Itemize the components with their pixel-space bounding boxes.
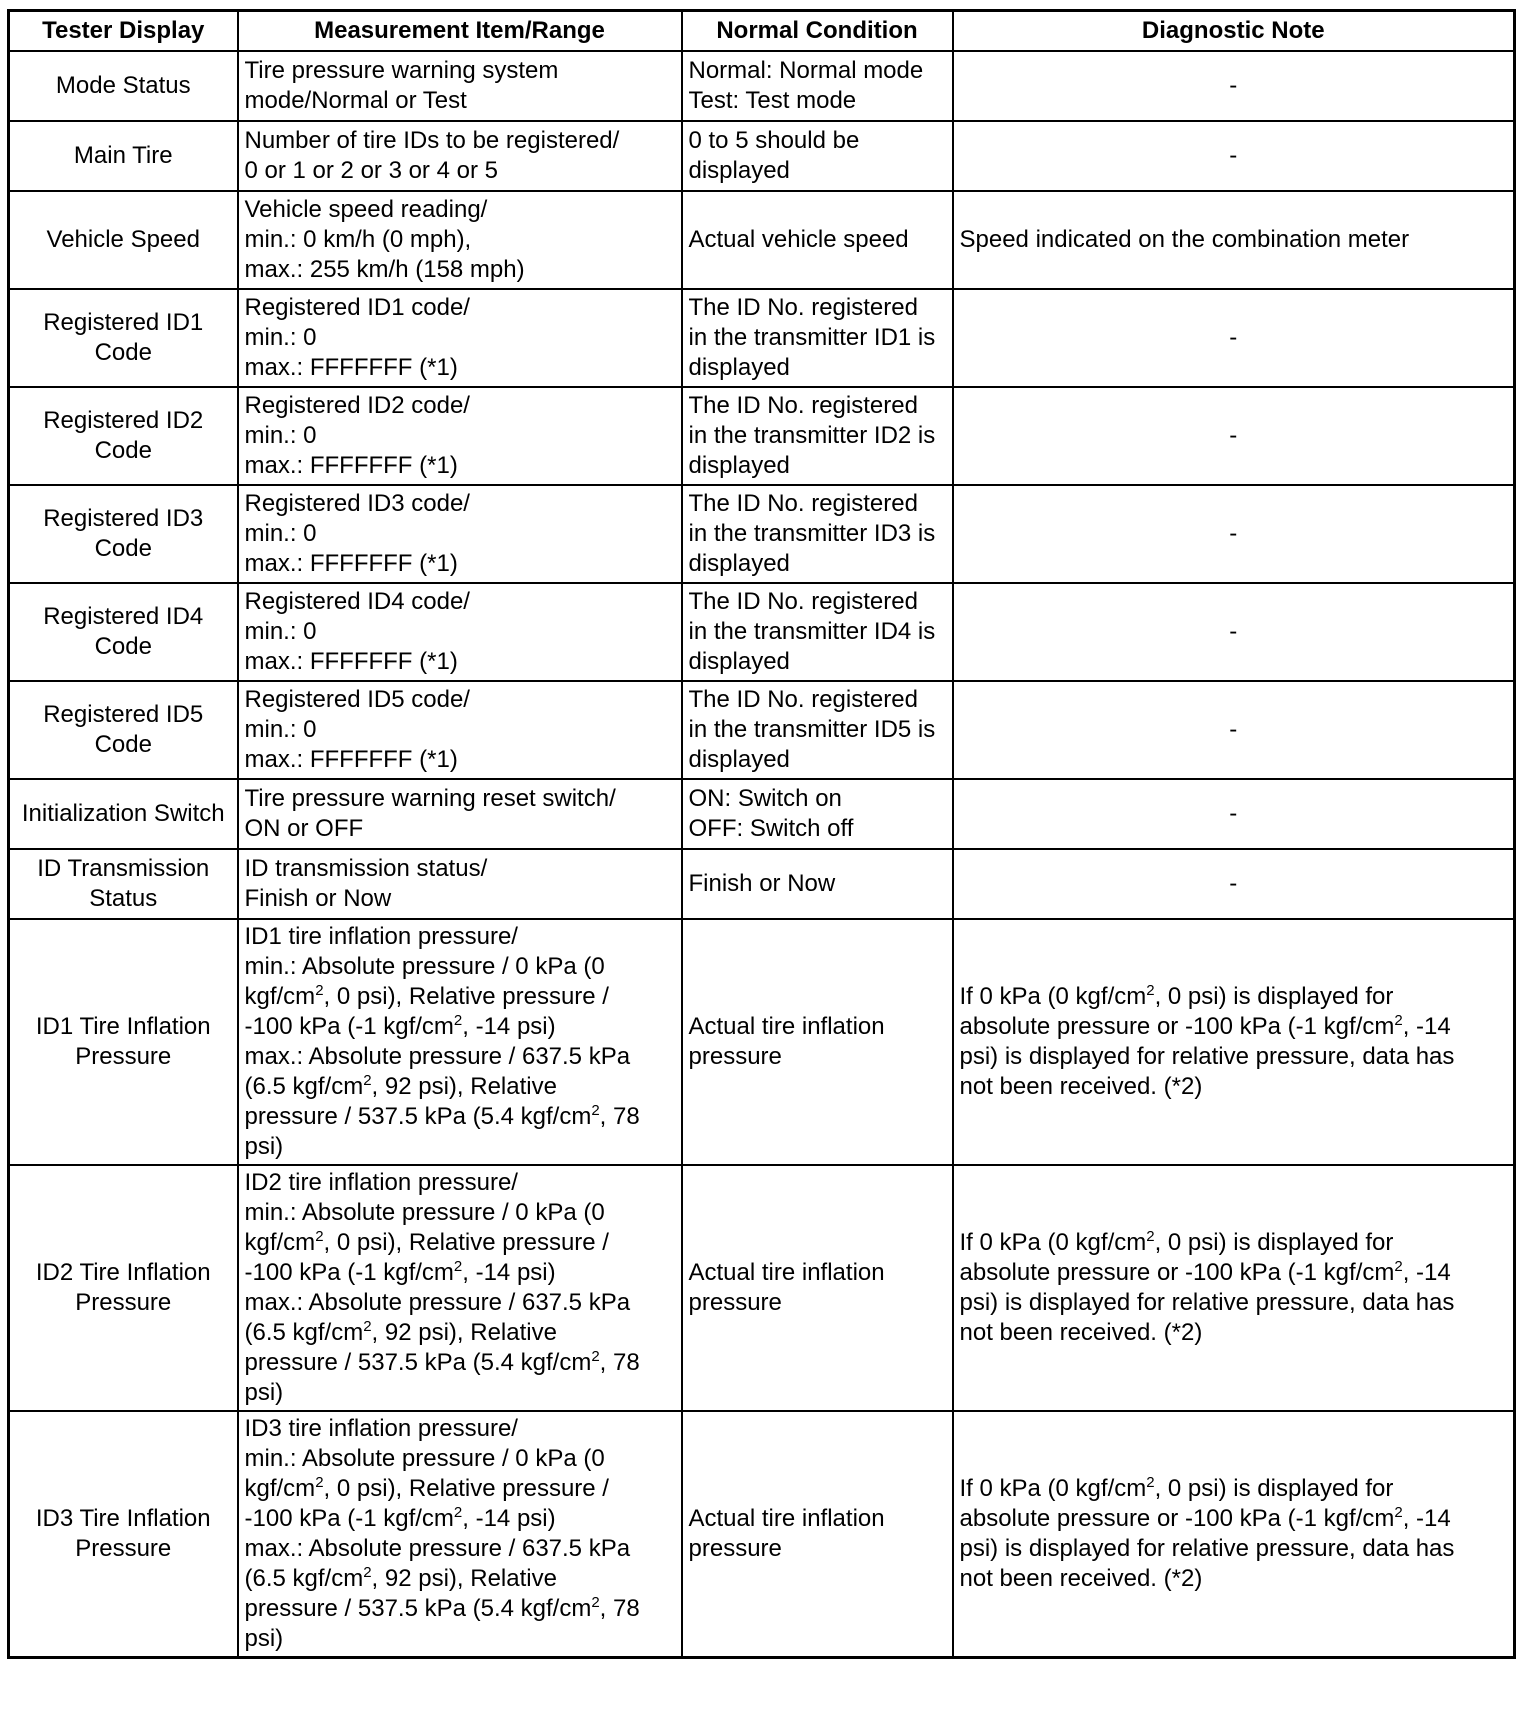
cell-normal-condition bbox=[682, 1411, 953, 1658]
cell-normal-condition bbox=[682, 583, 953, 681]
cell-line: ID1 Tire Inflation bbox=[35, 1013, 211, 1040]
cell-line: Finish or Now bbox=[688, 870, 836, 897]
cell-line: in the transmitter ID5 is bbox=[688, 716, 936, 743]
cell-line: - bbox=[1229, 142, 1238, 169]
cell-line: max.: FFFFFFF (*1) bbox=[244, 354, 458, 381]
cell-line: Registered ID4 bbox=[43, 603, 204, 630]
cell-line: ID transmission status/ bbox=[244, 855, 488, 882]
cell-line: max.: FFFFFFF (*1) bbox=[244, 746, 458, 773]
cell-line: Registered ID5 bbox=[43, 701, 204, 728]
cell-line: min.: 0 bbox=[244, 422, 317, 449]
cell-line: The ID No. registered bbox=[688, 588, 918, 615]
cell-tester-display bbox=[9, 779, 238, 849]
cell-line: - bbox=[1229, 72, 1238, 99]
cell-line: ID2 tire inflation pressure/ bbox=[244, 1169, 518, 1196]
cell-diagnostic-note bbox=[953, 849, 1515, 919]
cell-normal-condition bbox=[682, 681, 953, 779]
cell-line: not been received. (*2) bbox=[959, 1565, 1203, 1592]
cell-line: The ID No. registered bbox=[688, 686, 918, 713]
cell-normal-condition bbox=[682, 387, 953, 485]
table-row bbox=[9, 51, 1515, 121]
cell-line: displayed bbox=[688, 354, 790, 381]
cell-line: ID3 tire inflation pressure/ bbox=[244, 1415, 518, 1442]
cell-line: Code bbox=[94, 437, 152, 464]
cell-measurement-item bbox=[238, 849, 682, 919]
cell-line: Status bbox=[89, 885, 158, 912]
cell-line: (6.5 kgf/$cm^2$, 92 psi), Relative bbox=[244, 1318, 557, 1346]
header-row bbox=[9, 11, 1515, 52]
cell-line: min.: 0 bbox=[244, 324, 317, 351]
cell-line: - bbox=[1229, 520, 1238, 547]
cell-tester-display bbox=[9, 1411, 238, 1658]
cell-measurement-item bbox=[238, 1411, 682, 1658]
table-row bbox=[9, 1165, 1515, 1411]
cell-diagnostic-note bbox=[953, 289, 1515, 387]
table-row bbox=[9, 849, 1515, 919]
cell-tester-display bbox=[9, 583, 238, 681]
cell-line: absolute pressure or -100 kPa (-1 kgf/$cm^2$, -14 bbox=[959, 1258, 1451, 1286]
cell-diagnostic-note bbox=[953, 1165, 1515, 1411]
cell-measurement-item bbox=[238, 191, 682, 289]
cell-line: displayed bbox=[688, 157, 790, 184]
cell-line: -100 kPa (-1 kgf/$cm^2$, -14 psi) bbox=[244, 1258, 556, 1286]
cell-line: Code bbox=[94, 339, 152, 366]
cell-line: min.: 0 bbox=[244, 618, 317, 645]
header-measurement-item: Measurement Item/Range bbox=[238, 11, 682, 52]
cell-line: Tire pressure warning system bbox=[244, 57, 559, 84]
cell-diagnostic-note bbox=[953, 387, 1515, 485]
cell-line: Registered ID2 bbox=[43, 407, 204, 434]
cell-line: pressure / 537.5 kPa (5.4 kgf/$cm^2$, 78 bbox=[244, 1594, 640, 1622]
cell-line: min.: 0 bbox=[244, 716, 317, 743]
cell-line: Normal: Normal mode bbox=[688, 57, 924, 84]
cell-line: psi) is displayed for relative pressure, data has bbox=[959, 1535, 1455, 1562]
cell-diagnostic-note bbox=[953, 779, 1515, 849]
cell-diagnostic-note bbox=[953, 919, 1515, 1165]
cell-measurement-item bbox=[238, 289, 682, 387]
cell-line: Initialization Switch bbox=[21, 800, 225, 827]
cell-line: The ID No. registered bbox=[688, 392, 918, 419]
cell-line: Pressure bbox=[75, 1535, 172, 1562]
cell-line: The ID No. registered bbox=[688, 490, 918, 517]
cell-line: displayed bbox=[688, 452, 790, 479]
cell-line: kgf/$cm^2$, 0 psi), Relative pressure / bbox=[244, 982, 609, 1010]
cell-line: (6.5 kgf/$cm^2$, 92 psi), Relative bbox=[244, 1072, 557, 1100]
cell-line: If 0 kPa (0 kgf/$cm^2$, 0 psi) is displayed for bbox=[959, 1228, 1394, 1256]
cell-line: ID2 Tire Inflation bbox=[35, 1259, 211, 1286]
cell-line: Code bbox=[94, 633, 152, 660]
cell-line: displayed bbox=[688, 746, 790, 773]
cell-line: absolute pressure or -100 kPa (-1 kgf/$cm^2$, -14 bbox=[959, 1012, 1451, 1040]
cell-line: Actual tire inflation bbox=[688, 1013, 885, 1040]
cell-line: ID Transmission bbox=[37, 855, 210, 882]
cell-line: psi) is displayed for relative pressure, data has bbox=[959, 1043, 1455, 1070]
cell-line: pressure / 537.5 kPa (5.4 kgf/$cm^2$, 78 bbox=[244, 1348, 640, 1376]
cell-diagnostic-note bbox=[953, 1411, 1515, 1658]
cell-line: absolute pressure or -100 kPa (-1 kgf/$cm^2$, -14 bbox=[959, 1504, 1451, 1532]
cell-line: Registered ID1 bbox=[43, 309, 204, 336]
cell-line: If 0 kPa (0 kgf/$cm^2$, 0 psi) is displayed for bbox=[959, 1474, 1394, 1502]
cell-line: psi) bbox=[244, 1379, 284, 1406]
cell-line: Tire pressure warning reset switch/ bbox=[244, 785, 616, 812]
cell-line: -100 kPa (-1 kgf/$cm^2$, -14 psi) bbox=[244, 1504, 556, 1532]
cell-normal-condition bbox=[682, 51, 953, 121]
cell-line: - bbox=[1229, 870, 1238, 897]
cell-normal-condition bbox=[682, 919, 953, 1165]
cell-tester-display bbox=[9, 1165, 238, 1411]
cell-line: - bbox=[1229, 422, 1238, 449]
cell-line: min.: Absolute pressure / 0 kPa (0 bbox=[244, 1445, 605, 1472]
cell-line: ON: Switch on bbox=[688, 785, 842, 812]
cell-line: max.: Absolute pressure / 637.5 kPa bbox=[244, 1043, 631, 1070]
cell-tester-display bbox=[9, 681, 238, 779]
cell-line: -100 kPa (-1 kgf/$cm^2$, -14 psi) bbox=[244, 1012, 556, 1040]
table-row bbox=[9, 583, 1515, 681]
cell-line: Main Tire bbox=[73, 142, 173, 169]
table-row bbox=[9, 681, 1515, 779]
cell-line: (6.5 kgf/$cm^2$, 92 psi), Relative bbox=[244, 1564, 557, 1592]
table-row bbox=[9, 121, 1515, 191]
cell-diagnostic-note bbox=[953, 583, 1515, 681]
cell-line: Actual vehicle speed bbox=[688, 226, 909, 253]
cell-normal-condition bbox=[682, 1165, 953, 1411]
cell-line: Test: Test mode bbox=[688, 87, 857, 114]
cell-line: max.: Absolute pressure / 637.5 kPa bbox=[244, 1289, 631, 1316]
cell-line: Registered ID5 code/ bbox=[244, 686, 470, 713]
cell-line: ON or OFF bbox=[244, 815, 364, 842]
cell-measurement-item bbox=[238, 387, 682, 485]
cell-measurement-item bbox=[238, 681, 682, 779]
cell-line: Registered ID3 bbox=[43, 505, 204, 532]
cell-diagnostic-note bbox=[953, 681, 1515, 779]
cell-measurement-item bbox=[238, 485, 682, 583]
cell-line: psi) is displayed for relative pressure, data has bbox=[959, 1289, 1455, 1316]
cell-line: psi) bbox=[244, 1625, 284, 1652]
cell-line: ID1 tire inflation pressure/ bbox=[244, 923, 518, 950]
cell-line: Finish or Now bbox=[244, 885, 392, 912]
cell-line: max.: FFFFFFF (*1) bbox=[244, 550, 458, 577]
cell-line: in the transmitter ID1 is bbox=[688, 324, 936, 351]
cell-measurement-item bbox=[238, 1165, 682, 1411]
cell-line: Registered ID4 code/ bbox=[244, 588, 470, 615]
cell-line: psi) bbox=[244, 1133, 284, 1160]
header-diagnostic-note: Diagnostic Note bbox=[953, 11, 1515, 52]
cell-line: pressure / 537.5 kPa (5.4 kgf/$cm^2$, 78 bbox=[244, 1102, 640, 1130]
cell-line: Number of tire IDs to be registered/ bbox=[244, 127, 620, 154]
cell-line: OFF: Switch off bbox=[688, 815, 854, 842]
cell-line: Pressure bbox=[75, 1043, 172, 1070]
cell-line: Actual tire inflation bbox=[688, 1505, 885, 1532]
cell-normal-condition bbox=[682, 849, 953, 919]
cell-line: max.: FFFFFFF (*1) bbox=[244, 452, 458, 479]
cell-line: Mode Status bbox=[55, 72, 191, 99]
cell-measurement-item bbox=[238, 919, 682, 1165]
cell-line: max.: 255 km/h (158 mph) bbox=[244, 256, 525, 283]
table-row bbox=[9, 1411, 1515, 1658]
header-tester-display: Tester Display bbox=[9, 11, 238, 52]
cell-line: Code bbox=[94, 535, 152, 562]
cell-line: The ID No. registered bbox=[688, 294, 918, 321]
cell-tester-display bbox=[9, 387, 238, 485]
cell-line: min.: Absolute pressure / 0 kPa (0 bbox=[244, 953, 605, 980]
cell-line: - bbox=[1229, 324, 1238, 351]
cell-line: kgf/$cm^2$, 0 psi), Relative pressure / bbox=[244, 1228, 609, 1256]
cell-line: - bbox=[1229, 716, 1238, 743]
cell-tester-display bbox=[9, 191, 238, 289]
cell-line: pressure bbox=[688, 1043, 782, 1070]
cell-tester-display bbox=[9, 51, 238, 121]
cell-line: - bbox=[1229, 800, 1238, 827]
cell-line: mode/Normal or Test bbox=[244, 87, 467, 114]
table-row bbox=[9, 289, 1515, 387]
cell-line: in the transmitter ID2 is bbox=[688, 422, 936, 449]
cell-line: Vehicle Speed bbox=[46, 226, 200, 253]
cell-line: pressure bbox=[688, 1535, 782, 1562]
cell-diagnostic-note bbox=[953, 191, 1515, 289]
cell-line: not been received. (*2) bbox=[959, 1073, 1203, 1100]
cell-line: max.: FFFFFFF (*1) bbox=[244, 648, 458, 675]
table-row bbox=[9, 485, 1515, 583]
cell-line: Registered ID2 code/ bbox=[244, 392, 470, 419]
cell-line: - bbox=[1229, 618, 1238, 645]
cell-tester-display bbox=[9, 289, 238, 387]
cell-diagnostic-note bbox=[953, 121, 1515, 191]
cell-measurement-item bbox=[238, 121, 682, 191]
cell-line: Code bbox=[94, 731, 152, 758]
cell-normal-condition bbox=[682, 289, 953, 387]
table-row bbox=[9, 191, 1515, 289]
cell-measurement-item bbox=[238, 583, 682, 681]
cell-line: not been received. (*2) bbox=[959, 1319, 1203, 1346]
cell-line: min.: Absolute pressure / 0 kPa (0 bbox=[244, 1199, 605, 1226]
cell-line: If 0 kPa (0 kgf/$cm^2$, 0 psi) is displayed for bbox=[959, 982, 1394, 1010]
cell-line: Actual tire inflation bbox=[688, 1259, 885, 1286]
cell-normal-condition bbox=[682, 121, 953, 191]
table-row bbox=[9, 919, 1515, 1165]
cell-line: pressure bbox=[688, 1289, 782, 1316]
cell-line: 0 or 1 or 2 or 3 or 4 or 5 bbox=[244, 157, 498, 184]
cell-line: Speed indicated on the combination meter bbox=[959, 226, 1410, 253]
cell-line: ID3 Tire Inflation bbox=[35, 1505, 211, 1532]
header-normal-condition: Normal Condition bbox=[682, 11, 953, 52]
cell-line: displayed bbox=[688, 648, 790, 675]
cell-normal-condition bbox=[682, 191, 953, 289]
table-row bbox=[9, 779, 1515, 849]
cell-line: max.: Absolute pressure / 637.5 kPa bbox=[244, 1535, 631, 1562]
cell-line: Pressure bbox=[75, 1289, 172, 1316]
cell-line: min.: 0 bbox=[244, 520, 317, 547]
cell-tester-display bbox=[9, 849, 238, 919]
cell-diagnostic-note bbox=[953, 485, 1515, 583]
cell-measurement-item bbox=[238, 51, 682, 121]
cell-measurement-item bbox=[238, 779, 682, 849]
cell-tester-display bbox=[9, 121, 238, 191]
cell-normal-condition bbox=[682, 485, 953, 583]
cell-line: displayed bbox=[688, 550, 790, 577]
data-list-table bbox=[7, 9, 1516, 1659]
cell-line: in the transmitter ID4 is bbox=[688, 618, 936, 645]
cell-line: Registered ID1 code/ bbox=[244, 294, 470, 321]
cell-tester-display bbox=[9, 919, 238, 1165]
cell-line: min.: 0 km/h (0 mph), bbox=[244, 226, 472, 253]
cell-normal-condition bbox=[682, 779, 953, 849]
cell-line: kgf/$cm^2$, 0 psi), Relative pressure / bbox=[244, 1474, 609, 1502]
cell-line: Registered ID3 code/ bbox=[244, 490, 470, 517]
cell-diagnostic-note bbox=[953, 51, 1515, 121]
cell-line: 0 to 5 should be bbox=[688, 127, 860, 154]
cell-line: in the transmitter ID3 is bbox=[688, 520, 936, 547]
cell-tester-display bbox=[9, 485, 238, 583]
cell-line: Vehicle speed reading/ bbox=[244, 196, 488, 223]
table-row bbox=[9, 387, 1515, 485]
